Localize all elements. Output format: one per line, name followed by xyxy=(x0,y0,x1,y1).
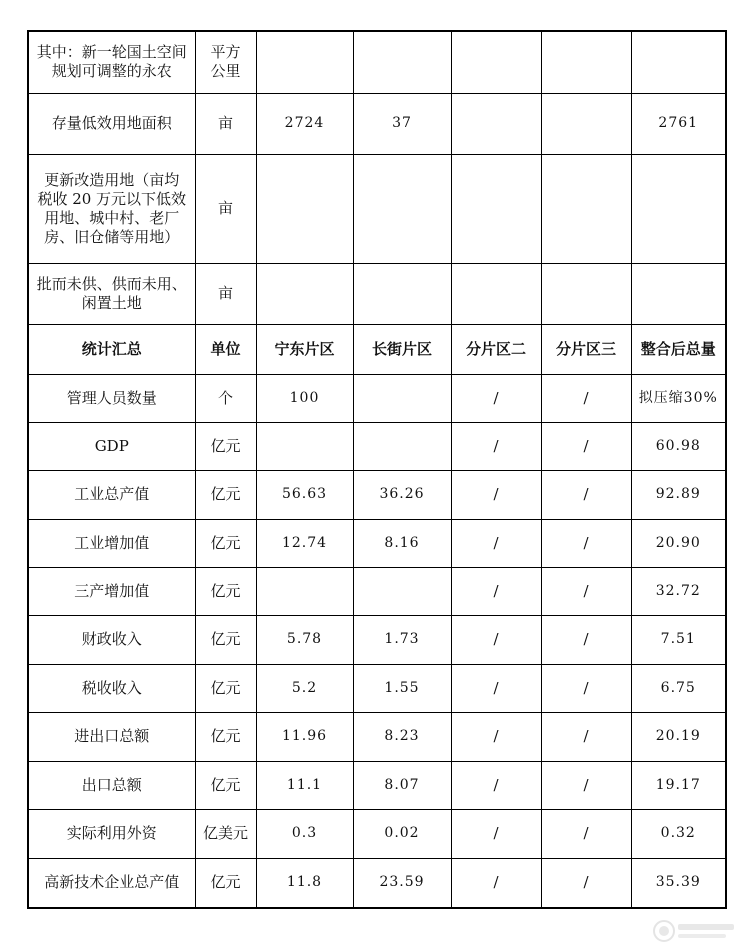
subzone-2-cell: / xyxy=(451,470,541,519)
header-subzone-2-cell: 分片区二 xyxy=(451,324,541,374)
item-cell: 进出口总额 xyxy=(28,712,195,761)
total-cell: 20.19 xyxy=(631,712,726,761)
changjie-cell xyxy=(353,154,451,263)
total-cell: 60.98 xyxy=(631,422,726,470)
total-cell xyxy=(631,263,726,324)
watermark-logo xyxy=(652,918,738,944)
unit-cell: 平方 公里 xyxy=(195,31,256,93)
table-row xyxy=(28,374,726,422)
ningdong-cell xyxy=(256,567,353,615)
ningdong-cell: 5.2 xyxy=(256,664,353,712)
table-row xyxy=(28,761,726,809)
subzone-2-cell: / xyxy=(451,567,541,615)
changjie-cell: 8.23 xyxy=(353,712,451,761)
header-ningdong-cell: 宁东片区 xyxy=(256,324,353,374)
item-cell: 实际利用外资 xyxy=(28,809,195,858)
ningdong-cell: 11.1 xyxy=(256,761,353,809)
subzone-3-cell xyxy=(541,154,631,263)
header-changjie-cell: 长街片区 xyxy=(353,324,451,374)
subzone-2-cell: / xyxy=(451,664,541,712)
subzone-3-cell: / xyxy=(541,422,631,470)
item-cell: 财政收入 xyxy=(28,615,195,664)
changjie-cell xyxy=(353,422,451,470)
subzone-2-cell: / xyxy=(451,761,541,809)
total-cell: 拟压缩30% xyxy=(631,374,726,422)
subzone-3-cell: / xyxy=(541,761,631,809)
changjie-cell: 8.16 xyxy=(353,519,451,567)
subzone-3-cell: / xyxy=(541,470,631,519)
table-row xyxy=(28,615,726,664)
subzone-2-cell: / xyxy=(451,712,541,761)
table-row xyxy=(28,664,726,712)
ningdong-cell: 56.63 xyxy=(256,470,353,519)
subzone-3-cell: / xyxy=(541,809,631,858)
item-cell: 税收收入 xyxy=(28,664,195,712)
changjie-cell: 0.02 xyxy=(353,809,451,858)
subzone-2-cell: / xyxy=(451,858,541,908)
table-row xyxy=(28,422,726,470)
subzone-2-cell: / xyxy=(451,809,541,858)
changjie-cell xyxy=(353,567,451,615)
table-row xyxy=(28,93,726,154)
total-cell: 6.75 xyxy=(631,664,726,712)
statistics-table xyxy=(27,30,727,909)
subzone-2-cell xyxy=(451,154,541,263)
ningdong-cell xyxy=(256,31,353,93)
item-cell: 工业总产值 xyxy=(28,470,195,519)
item-cell: 出口总额 xyxy=(28,761,195,809)
ningdong-cell xyxy=(256,154,353,263)
subzone-2-cell xyxy=(451,31,541,93)
total-cell: 92.89 xyxy=(631,470,726,519)
subzone-3-cell: / xyxy=(541,519,631,567)
item-cell: 管理人员数量 xyxy=(28,374,195,422)
subzone-2-cell xyxy=(451,93,541,154)
subzone-3-cell: / xyxy=(541,567,631,615)
ningdong-cell xyxy=(256,422,353,470)
unit-cell: 亿元 xyxy=(195,470,256,519)
subzone-2-cell: / xyxy=(451,615,541,664)
total-cell: 7.51 xyxy=(631,615,726,664)
subzone-2-cell: / xyxy=(451,519,541,567)
ningdong-cell: 2724 xyxy=(256,93,353,154)
header-total-cell: 整合后总量 xyxy=(631,324,726,374)
ningdong-cell: 0.3 xyxy=(256,809,353,858)
ningdong-cell: 12.74 xyxy=(256,519,353,567)
subzone-2-cell: / xyxy=(451,374,541,422)
total-cell: 0.32 xyxy=(631,809,726,858)
table-row xyxy=(28,712,726,761)
ningdong-cell: 5.78 xyxy=(256,615,353,664)
total-cell: 32.72 xyxy=(631,567,726,615)
item-cell: 工业增加值 xyxy=(28,519,195,567)
subzone-3-cell xyxy=(541,263,631,324)
changjie-cell xyxy=(353,263,451,324)
subzone-2-cell: / xyxy=(451,422,541,470)
changjie-cell xyxy=(353,374,451,422)
unit-cell: 个 xyxy=(195,374,256,422)
ningdong-cell: 11.8 xyxy=(256,858,353,908)
table-row xyxy=(28,858,726,908)
total-cell: 35.39 xyxy=(631,858,726,908)
ningdong-cell xyxy=(256,263,353,324)
subzone-3-cell xyxy=(541,31,631,93)
item-cell: 更新改造用地（亩均 税收 20 万元以下低效 用地、城中村、老厂 房、旧仓储等用地） xyxy=(28,154,195,263)
unit-cell: 亩 xyxy=(195,93,256,154)
total-cell xyxy=(631,31,726,93)
header-unit-cell: 单位 xyxy=(195,324,256,374)
item-cell: 存量低效用地面积 xyxy=(28,93,195,154)
subzone-3-cell: / xyxy=(541,374,631,422)
unit-cell: 亿元 xyxy=(195,519,256,567)
total-cell xyxy=(631,154,726,263)
total-cell: 20.90 xyxy=(631,519,726,567)
header-item-cell: 统计汇总 xyxy=(28,324,195,374)
table-row xyxy=(28,470,726,519)
table-header-row xyxy=(28,324,726,374)
changjie-cell: 36.26 xyxy=(353,470,451,519)
changjie-cell: 1.73 xyxy=(353,615,451,664)
table-body xyxy=(28,31,726,908)
item-cell: 高新技术企业总产值 xyxy=(28,858,195,908)
changjie-cell: 8.07 xyxy=(353,761,451,809)
changjie-cell: 1.55 xyxy=(353,664,451,712)
subzone-3-cell: / xyxy=(541,664,631,712)
total-cell: 19.17 xyxy=(631,761,726,809)
ningdong-cell: 11.96 xyxy=(256,712,353,761)
changjie-cell: 37 xyxy=(353,93,451,154)
item-cell: 其中：新一轮国土空间 规划可调整的永农 xyxy=(28,31,195,93)
unit-cell: 亿元 xyxy=(195,567,256,615)
unit-cell: 亿美元 xyxy=(195,809,256,858)
unit-cell: 亿元 xyxy=(195,615,256,664)
subzone-3-cell: / xyxy=(541,858,631,908)
changjie-cell xyxy=(353,31,451,93)
table-row xyxy=(28,31,726,93)
subzone-2-cell xyxy=(451,263,541,324)
table-row xyxy=(28,567,726,615)
subzone-3-cell: / xyxy=(541,712,631,761)
unit-cell: 亩 xyxy=(195,263,256,324)
unit-cell: 亿元 xyxy=(195,712,256,761)
table-row xyxy=(28,263,726,324)
item-cell: 批而未供、供而未用、 闲置土地 xyxy=(28,263,195,324)
table-row xyxy=(28,809,726,858)
unit-cell: 亿元 xyxy=(195,761,256,809)
ningdong-cell: 100 xyxy=(256,374,353,422)
changjie-cell: 23.59 xyxy=(353,858,451,908)
unit-cell: 亿元 xyxy=(195,422,256,470)
item-cell: GDP xyxy=(28,422,195,470)
item-cell: 三产增加值 xyxy=(28,567,195,615)
table-row xyxy=(28,154,726,263)
total-cell: 2761 xyxy=(631,93,726,154)
unit-cell: 亿元 xyxy=(195,858,256,908)
unit-cell: 亩 xyxy=(195,154,256,263)
table-row xyxy=(28,519,726,567)
subzone-3-cell xyxy=(541,93,631,154)
subzone-3-cell: / xyxy=(541,615,631,664)
unit-cell: 亿元 xyxy=(195,664,256,712)
header-subzone-3-cell: 分片区三 xyxy=(541,324,631,374)
